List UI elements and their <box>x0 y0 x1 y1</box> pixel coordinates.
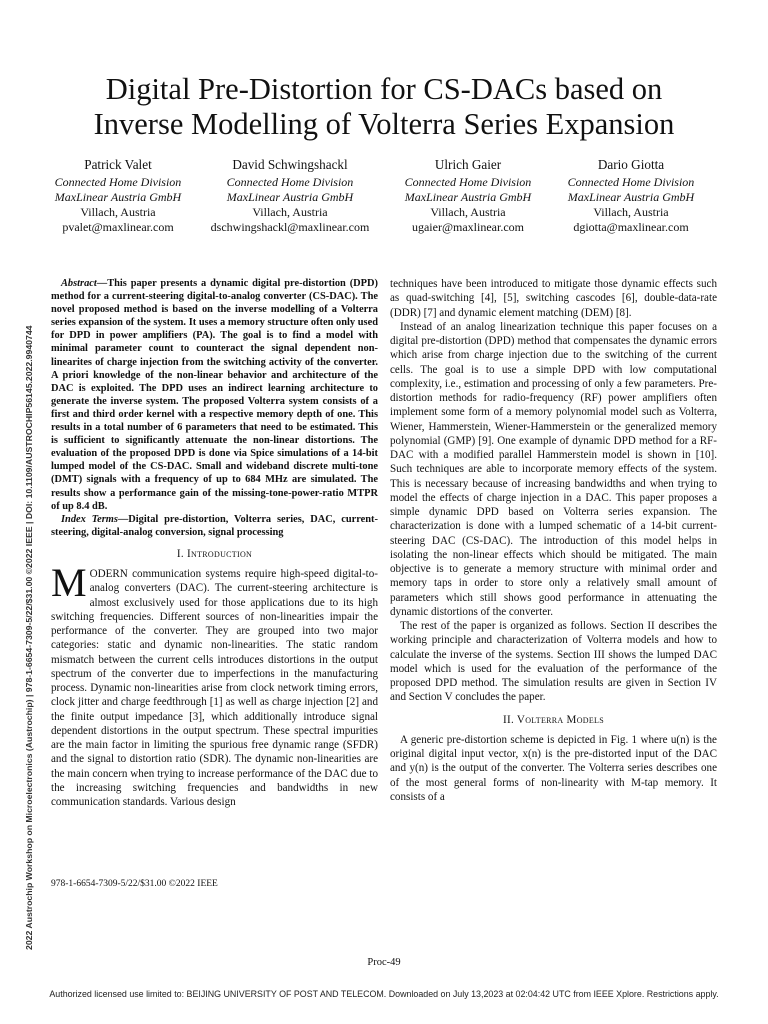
abstract <box>51 277 378 513</box>
authorized-use-notice: Authorized licensed use limited to: BEIJING UNIVERSITY OF POST AND TELECOM. Downloaded on July 13,2023 at 02:04:42 UTC from IEEE Xplore. Restrictions apply. <box>49 989 719 999</box>
author-name: David Schwingshackl <box>232 157 348 172</box>
author-company: MaxLinear Austria GmbH <box>404 190 532 204</box>
abstract-text: —This paper presents a dynamic digital pre-distortion (DPD) method for a current-steering digital-to-analog converter (CS-DAC). The novel proposed method is based on the inverse modelling of a Volterra series expansion of the system. It uses a memory structure often only used for DPD in power amplifiers (PA). The goal is to find a model with minimal parameter count to counteract the signal dependent non-linearites of charge injection from the switching activity of the converter. A priori knowledge of the non-linear behavior and architecture of the DAC is exploited. The DPD uses an indirect learning architecture to generate the inverse system. The proposed Volterra system consists of a first and third order kernel with a respective memory depth of one. This results in a total number of 6 parameters that need to be estimated. This is sufficient to significantly attenuate the non-linear distortions. The evaluation of the proposed DPD is done via Spice simulations of a 14-bit lumped model of the CS-DAC. Small and wideband discrete multi-tone (DMT) signals with a frequency of up to 684 MHz are simulated. The results show a performance gain of the missing-tone-power-ratio MTPR of up 8.4 dB. <box>51 278 378 512</box>
author-name: Patrick Valet <box>84 157 152 172</box>
paragraph: Instead of an analog linearization technique this paper focuses on a digital pre-distortion (DPD) method that compensates the dynamic errors which arise from charge injection due to the switching of the current cells. The goal is to use a simple DPD with low computational complexity, i.e., estimation and processing of only a few parameters. Pre-distortion methods for radio-frequency (RF) power amplifiers often implement some form of a memory polynomial model such as Volterra, Wiener, Hammerstein, Wiener-Hammerstein or the generalized memory polynomial (GMP) [9]. One example of dynamic DPD method for a RF-DAC with a modified parallel Hammerstein model is shown in [10]. Such techniques are able to incorporate memory effects of the system. This is necessary because of increasing bandwidths and when trying to model the effects of charge injection in a DAC. This paper proposes a simple dynamic DPD based on Volterra series expansion. The characterization is done with a lumped schematic of a 14-bit current-steering DAC (CS-DAC). The introduction of this model helps in isolating the non-linear effects which should be mitigated. The main objective is to generate a memory structure with minimal order and memory taps in order to store only a relatively small amount of parameters which still shows good performance in attenuating the dynamic distortions of the converter. <box>390 320 717 618</box>
paper-title <box>40 72 728 142</box>
index-terms-text: —Digital pre-distortion, Volterra series, DAC, current-steering, digital-analog conversion, signal processing <box>51 513 378 538</box>
author-company: MaxLinear Austria GmbH <box>54 190 182 204</box>
author-division: Connected Home Division <box>404 175 532 189</box>
author-3 <box>378 157 558 235</box>
author-email: ugaier@maxlinear.com <box>411 220 524 234</box>
author-division: Connected Home Division <box>54 175 182 189</box>
paragraph: techniques have been introduced to mitigate those dynamic effects such as quad-switching [4], [5], switching cascodes [6], double-data-rate (DDR) [7] and dynamic element matching (DEM) [8]. <box>390 278 717 319</box>
author-name: Dario Giotta <box>597 157 665 172</box>
author-4 <box>541 157 721 235</box>
title-line-1: Digital Pre-Distortion for CS-DACs based on <box>105 72 663 106</box>
index-terms <box>51 513 378 539</box>
author-company: MaxLinear Austria GmbH <box>226 190 354 204</box>
author-email: dschwingshackl@maxlinear.com <box>210 220 370 234</box>
author-email: dgiotta@maxlinear.com <box>573 220 689 234</box>
left-column <box>51 277 378 809</box>
author-division: Connected Home Division <box>226 175 354 189</box>
copyright-notice: 978-1-6654-7309-5/22/$31.00 ©2022 IEEE <box>51 879 218 889</box>
paragraph: The rest of the paper is organized as follows. Section II describes the working principle and characterization of Volterra models and how to calculate the inverse of the systems. Section III shows the lumped DAC model which is used for the evaluation of the performance of the proposed DPD method. The simulation results are given in Section IV and Section V concludes the paper. <box>390 620 717 704</box>
author-location: Villach, Austria <box>593 205 669 219</box>
author-location: Villach, Austria <box>80 205 156 219</box>
index-terms-label: Index Terms <box>61 513 118 525</box>
author-location: Villach, Austria <box>252 205 328 219</box>
author-name: Ulrich Gaier <box>434 157 502 172</box>
section-heading-volterra: II. Volterra Models <box>502 713 604 726</box>
author-company: MaxLinear Austria GmbH <box>567 190 695 204</box>
abstract-label: Abstract <box>61 278 97 289</box>
paragraph: A generic pre-distortion scheme is depicted in Fig. 1 where u(n) is the original digital input vector, x(n) is the pre-distorted input of the DAC and y(n) is the output of the converter. The Volterra series describes one of the most general forms of non-linearity with M-tap memory. It consists of a <box>390 733 717 803</box>
drop-cap: M <box>51 560 87 606</box>
intro-paragraph <box>51 560 378 809</box>
author-division: Connected Home Division <box>567 175 695 189</box>
right-column <box>390 277 717 804</box>
intro-text: ODERN communication systems require high-speed digital-to-analog converters (DAC). The current-steering architecture is almost exclusively used for those applications due to its high switching frequencies. Different sources of non-linearities impair the performance of the converter. They are grouped into two major categories: static and dynamic non-linearities. The static random mismatch between the current cells introduces distortions in the output spectrum of the converter due to imperfections in the manufacturing process. Dynamic non-linearities arise from clock network timing errors, clock jitter and charge feedthrough [1] as well as charge injection [2] and the finite output impedance [3], which additionally introduce signal dependent distortions in the output spectrum. These spectral impurities are the main factor in limiting the spurious free dynamic range (SFDR) and the signal to distortion ratio (SDR). The dynamic non-linearities are the main concern when trying to increase performance of the DAC due to the increasing switching frequencies and bandwidths in new communication standards. Various design <box>51 568 378 809</box>
section-heading-introduction: I. Introduction <box>176 547 253 560</box>
author-2 <box>200 157 380 235</box>
conference-sidebar-identifier: 2022 Austrochip Workshop on Microelectronics (Austrochip) | 978-1-6654-7309-5/22/$31.00 ©2022 IEEE | DOI: 10.1109/AUSTROCHIP56145.2022.9940744 <box>24 325 34 950</box>
proceedings-page-number: Proc-49 <box>367 957 401 968</box>
author-email: pvalet@maxlinear.com <box>62 220 174 234</box>
author-location: Villach, Austria <box>430 205 506 219</box>
title-line-2: Inverse Modelling of Volterra Series Expansion <box>93 107 675 141</box>
author-1 <box>28 157 208 235</box>
